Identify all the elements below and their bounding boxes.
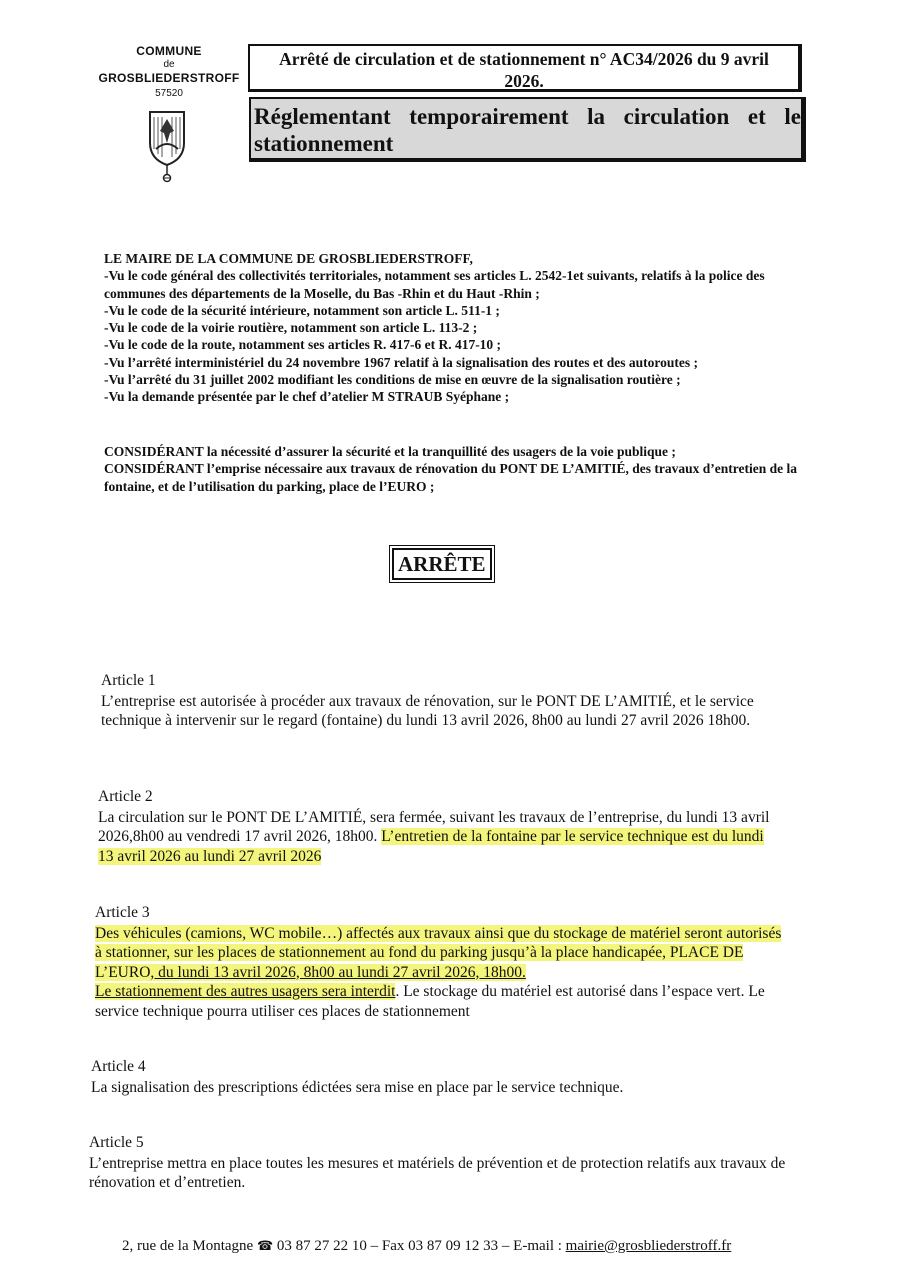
commune-block (96, 44, 242, 99)
document-title: Arrêté de circulation et de stationnement n° AC34/2026 du 9 avril 2026. (248, 44, 802, 92)
vu-line: -Vu le code général des collectivités territoriales, notamment ses articles L. 2542-1et suivants, relatifs à la police des communes des départements de la Moselle, du Bas -Rhin et du Haut -Rhin ; (104, 268, 765, 301)
document-subtitle: Réglementant temporairement la circulation et le stationnement (249, 97, 806, 162)
commune-de: de (163, 59, 175, 70)
vu-line: -Vu la demande présentée par le chef d’atelier M STRAUB Syéphane ; (104, 389, 510, 405)
article-text-plain: . Le stockage du matériel est autorisé dans l’espace vert. Le service technique pourra utiliser ces places de stationnement (95, 983, 765, 1020)
article-heading: Article 3 (95, 904, 150, 921)
considerant-text: l’emprise nécessaire aux travaux de rénovation du PONT DE L’AMITIÉ, des travaux d’entretien de la fontaine, et de l’utilisation du parking, place de l’EURO ; (104, 461, 798, 494)
considerants (104, 443, 804, 495)
highlighted-underlined-text: Le stationnement des autres usagers sera interdit (95, 983, 396, 1000)
article-4 (91, 1057, 791, 1097)
article-text: L’entreprise mettra en place toutes les mesures et matériels de prévention et de protection relatifs aux travaux de rénovation et d’entretien. (89, 1154, 786, 1191)
article-heading: Article 2 (98, 788, 153, 805)
coat-of-arms-icon (144, 109, 190, 183)
considerant-text: la nécessité d’assurer la sécurité et la tranquillité des usagers de la voie publique ; (203, 444, 676, 459)
considerant-1 (104, 443, 804, 460)
arrete-heading: ARRÊTE (392, 548, 492, 580)
vu-line: -Vu le code de la sécurité intérieure, notamment son article L. 511-1 ; (104, 302, 500, 318)
article-1 (101, 671, 801, 731)
article-5 (89, 1133, 789, 1193)
article-heading: Article 5 (89, 1134, 144, 1151)
preamble (104, 250, 804, 406)
article-3 (95, 903, 785, 1021)
article-text-plain: La circulation sur le PONT DE L’AMITIÉ, sera fermée, suivant les travaux de l’entreprise, du lundi 13 avril 2026,8h00 au vendredi 17 avril 2026, 18h00. (98, 808, 770, 845)
vu-line: -Vu le code de la voirie routière, notamment son article L. 113-2 ; (104, 320, 478, 336)
footer-address: 2, rue de la Montagne (122, 1238, 257, 1254)
article-text (98, 808, 770, 867)
highlighted-underlined-text: , du lundi 13 avril 2026, 8h00 au lundi 27 avril 2026, 18h00. (150, 963, 526, 981)
commune-label: COMMUNE (136, 44, 202, 58)
mayor-line: LE MAIRE DE LA COMMUNE DE GROSBLIEDERSTROFF, (104, 251, 473, 266)
email-link[interactable]: mairie@grosbliederstroff.fr (565, 1238, 732, 1254)
vu-line: -Vu l’arrêté interministériel du 24 novembre 1967 relatif à la signalisation des routes et des autoroutes ; (104, 354, 698, 370)
article-text: L’entreprise est autorisée à procéder aux travaux de rénovation, sur le PONT DE L’AMITIÉ, et le service technique à intervenir sur le regard (fontaine) du lundi 13 avril 2026, 8h00 au lundi 27 avril 2026 18h00. (101, 692, 754, 729)
article-heading: Article 4 (91, 1058, 146, 1075)
highlighted-text: L’entretien de la fontaine par le service technique est du lundi 13 avril 2026 au lundi 27 avril 2026 (98, 828, 764, 865)
article-2 (98, 787, 770, 866)
article-text: La signalisation des prescriptions édictées sera mise en place par le service technique. (91, 1078, 624, 1096)
commune-postcode: 57520 (155, 88, 183, 99)
article-heading: Article 1 (101, 672, 156, 689)
commune-name: GROSBLIEDERSTROFF (98, 71, 240, 85)
considerant-keyword: CONSIDÉRANT (104, 461, 204, 477)
footer-contact: 03 87 27 22 10 – Fax 03 87 09 12 33 – E-mail : (273, 1238, 566, 1254)
phone-icon: ☎ (256, 1239, 274, 1254)
vu-line: -Vu l’arrêté du 31 juillet 2002 modifiant les conditions de mise en œuvre de la signalisation routière ; (104, 372, 681, 388)
considerant-keyword: CONSIDÉRANT (104, 444, 204, 459)
highlighted-text: Des véhicules (camions, WC mobile…) affectés aux travaux ainsi que du stockage de matériel seront autorisés à stationner, sur les places de stationnement au fond du parking jusqu’à la place handicapée, PLACE DE L’EURO (95, 924, 782, 981)
considerant-2 (104, 460, 804, 495)
vu-line: -Vu le code de la route, notamment ses articles R. 417-6 et R. 417-10 ; (104, 337, 502, 353)
footer (122, 1238, 731, 1255)
article-text (95, 924, 785, 1022)
